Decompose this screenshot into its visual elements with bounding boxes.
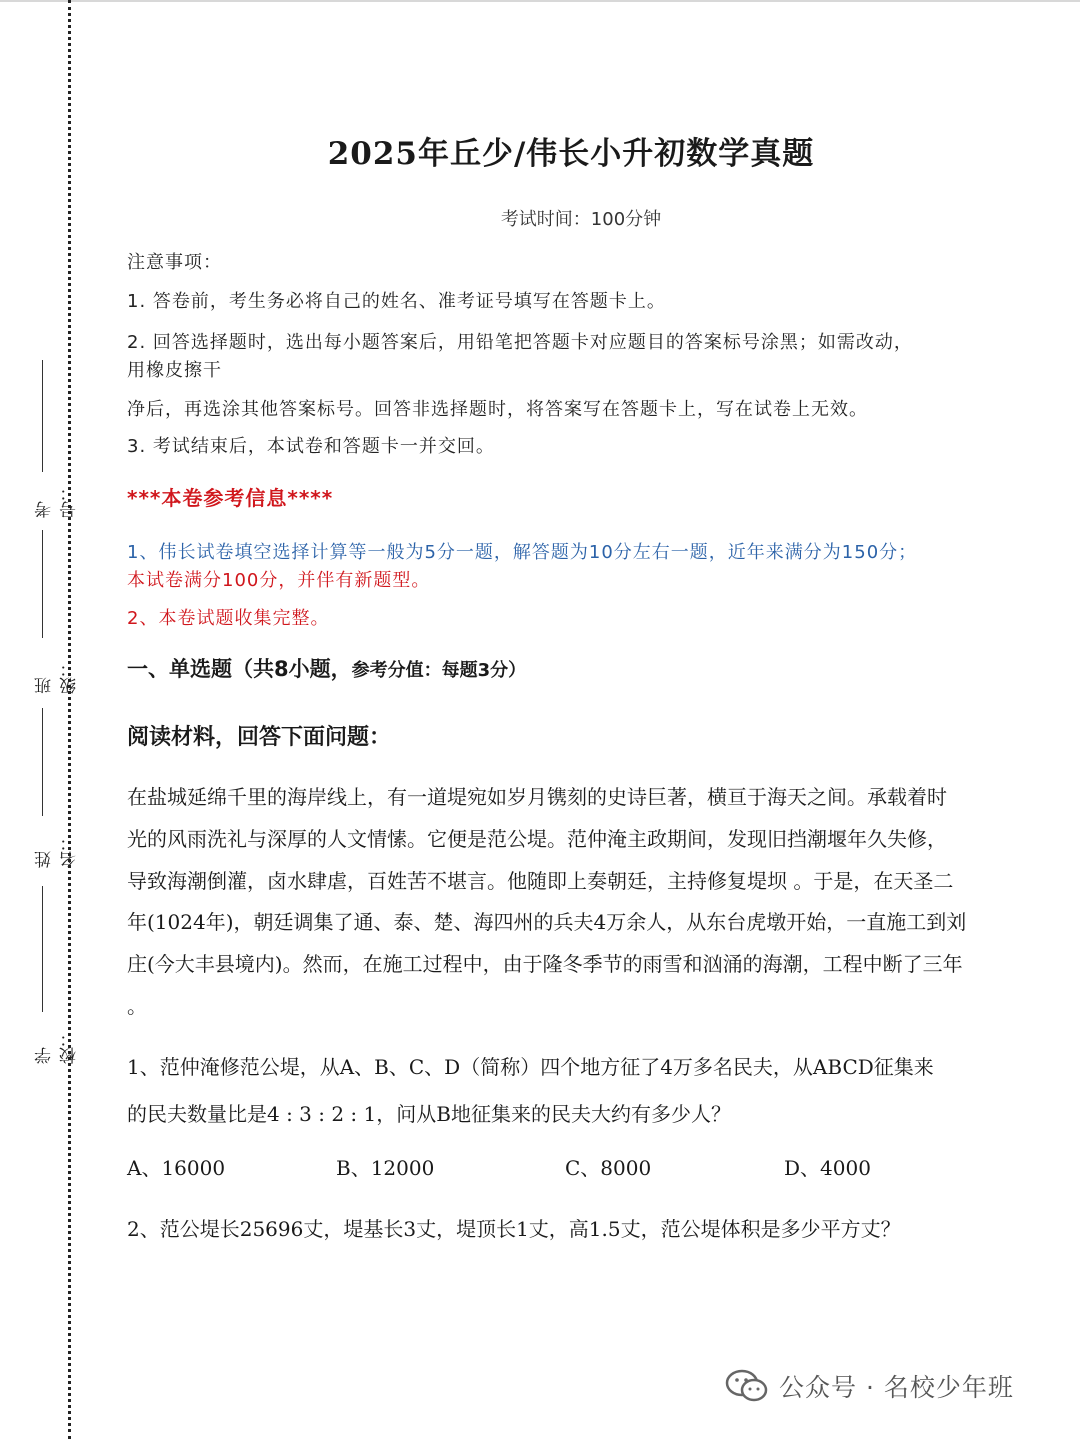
notice-heading: 注意事项：	[127, 252, 222, 273]
class-label: 班级：	[35, 660, 80, 694]
reference-line-2: 2、本卷试题收集完整。	[127, 608, 330, 629]
passage-line: 光的风雨洗礼与深厚的人文情愫。它便是范公堤。范仲淹主政期间，发现旧挡潮堰年久失修，	[127, 827, 947, 851]
reference-line-1: 1、伟长试卷填空选择计算等一般为5分一题，解答题为10分左右一题，近年来满分为150分；	[127, 542, 918, 563]
reference-line-1-cont: 本试卷满分100分，并伴有新题型。	[127, 570, 431, 591]
school-field	[20, 886, 80, 1066]
option-c: C、8000	[565, 1156, 652, 1180]
notice-item-2-end: 净后，再选涂其他答案标号。回答非选择题时，将答案写在答题卡上，写在试卷上无效。	[127, 399, 868, 420]
notice-item-1: 1. 答卷前，考生务必将自己的姓名、准考证号填写在答题卡上。	[127, 291, 666, 312]
option-b: B、12000	[336, 1156, 435, 1180]
passage-line: 庄(今大丰县境内)。然而，在施工过程中，由于隆冬季节的雨雪和汹涌的海潮，工程中断了三年	[127, 952, 963, 976]
notice-item-3: 3. 考试结束后，本试卷和答题卡一并交回。	[127, 436, 495, 457]
passage-line: 导致海潮倒灌，卤水肆虐，百姓苦不堪言。他随即上奏朝廷，主持修复堤坝 。于是，在天圣二	[127, 869, 954, 893]
passage-line: 年(1024年)，朝廷调集了通、泰、楚、海四州的兵夫4万余人，从东台虎墩开始，一直施工到刘	[127, 910, 967, 934]
exam-number-field	[20, 360, 80, 520]
section-heading-main: 一、单选题（共8小题，	[127, 657, 352, 681]
question-1-line-2: 的民夫数量比是4 : 3 : 2 : 1，问从B地征集来的民夫大约有多少人？	[127, 1102, 731, 1126]
name-field	[20, 708, 80, 873]
option-a: A、16000	[127, 1156, 226, 1180]
school-label: 学校：	[35, 1030, 80, 1064]
wechat-watermark	[725, 1366, 1014, 1406]
notice-item-2: 2. 回答选择题时，选出每小题答案后，用铅笔把答题卡对应题目的答案标号涂黑；如需改动，	[127, 332, 913, 353]
section-heading-score: 参考分值：每题3分）	[351, 660, 527, 681]
option-d: D、4000	[784, 1156, 871, 1180]
notice-item-2-cont: 用橡皮擦干	[127, 360, 222, 381]
passage-line: 在盐城延绵千里的海岸线上，有一道堤宛如岁月镌刻的史诗巨著，横亘于海天之间。承载着时	[127, 785, 947, 809]
question-2-line-1: 2、范公堤长25696丈，堤基长3丈，堤顶长1丈，高1.5丈，范公堤体积是多少平方丈？	[127, 1217, 901, 1241]
page-title: 2025年丘少/伟长小升初数学真题	[327, 136, 815, 172]
exam-number-label: 考号：	[35, 484, 80, 518]
reading-heading: 阅读材料，回答下面问题：	[127, 725, 392, 750]
top-rule	[0, 0, 1080, 2]
name-label: 姓名：	[35, 834, 80, 868]
section-heading	[127, 653, 526, 683]
question-1-line-1: 1、范仲淹修范公堤，从A、B、C、D（简称）四个地方征了4万多名民夫，从ABCD征集来	[127, 1055, 934, 1079]
class-field	[20, 530, 80, 700]
exam-time: 考试时间：100分钟	[500, 209, 662, 230]
wechat-icon	[725, 1368, 769, 1404]
passage-line: 。	[127, 994, 147, 1018]
watermark-text: 公众号 · 名校少年班	[779, 1373, 1014, 1402]
reference-title: ***本卷参考信息****	[127, 486, 334, 510]
binding-dotted-line	[68, 0, 71, 1439]
